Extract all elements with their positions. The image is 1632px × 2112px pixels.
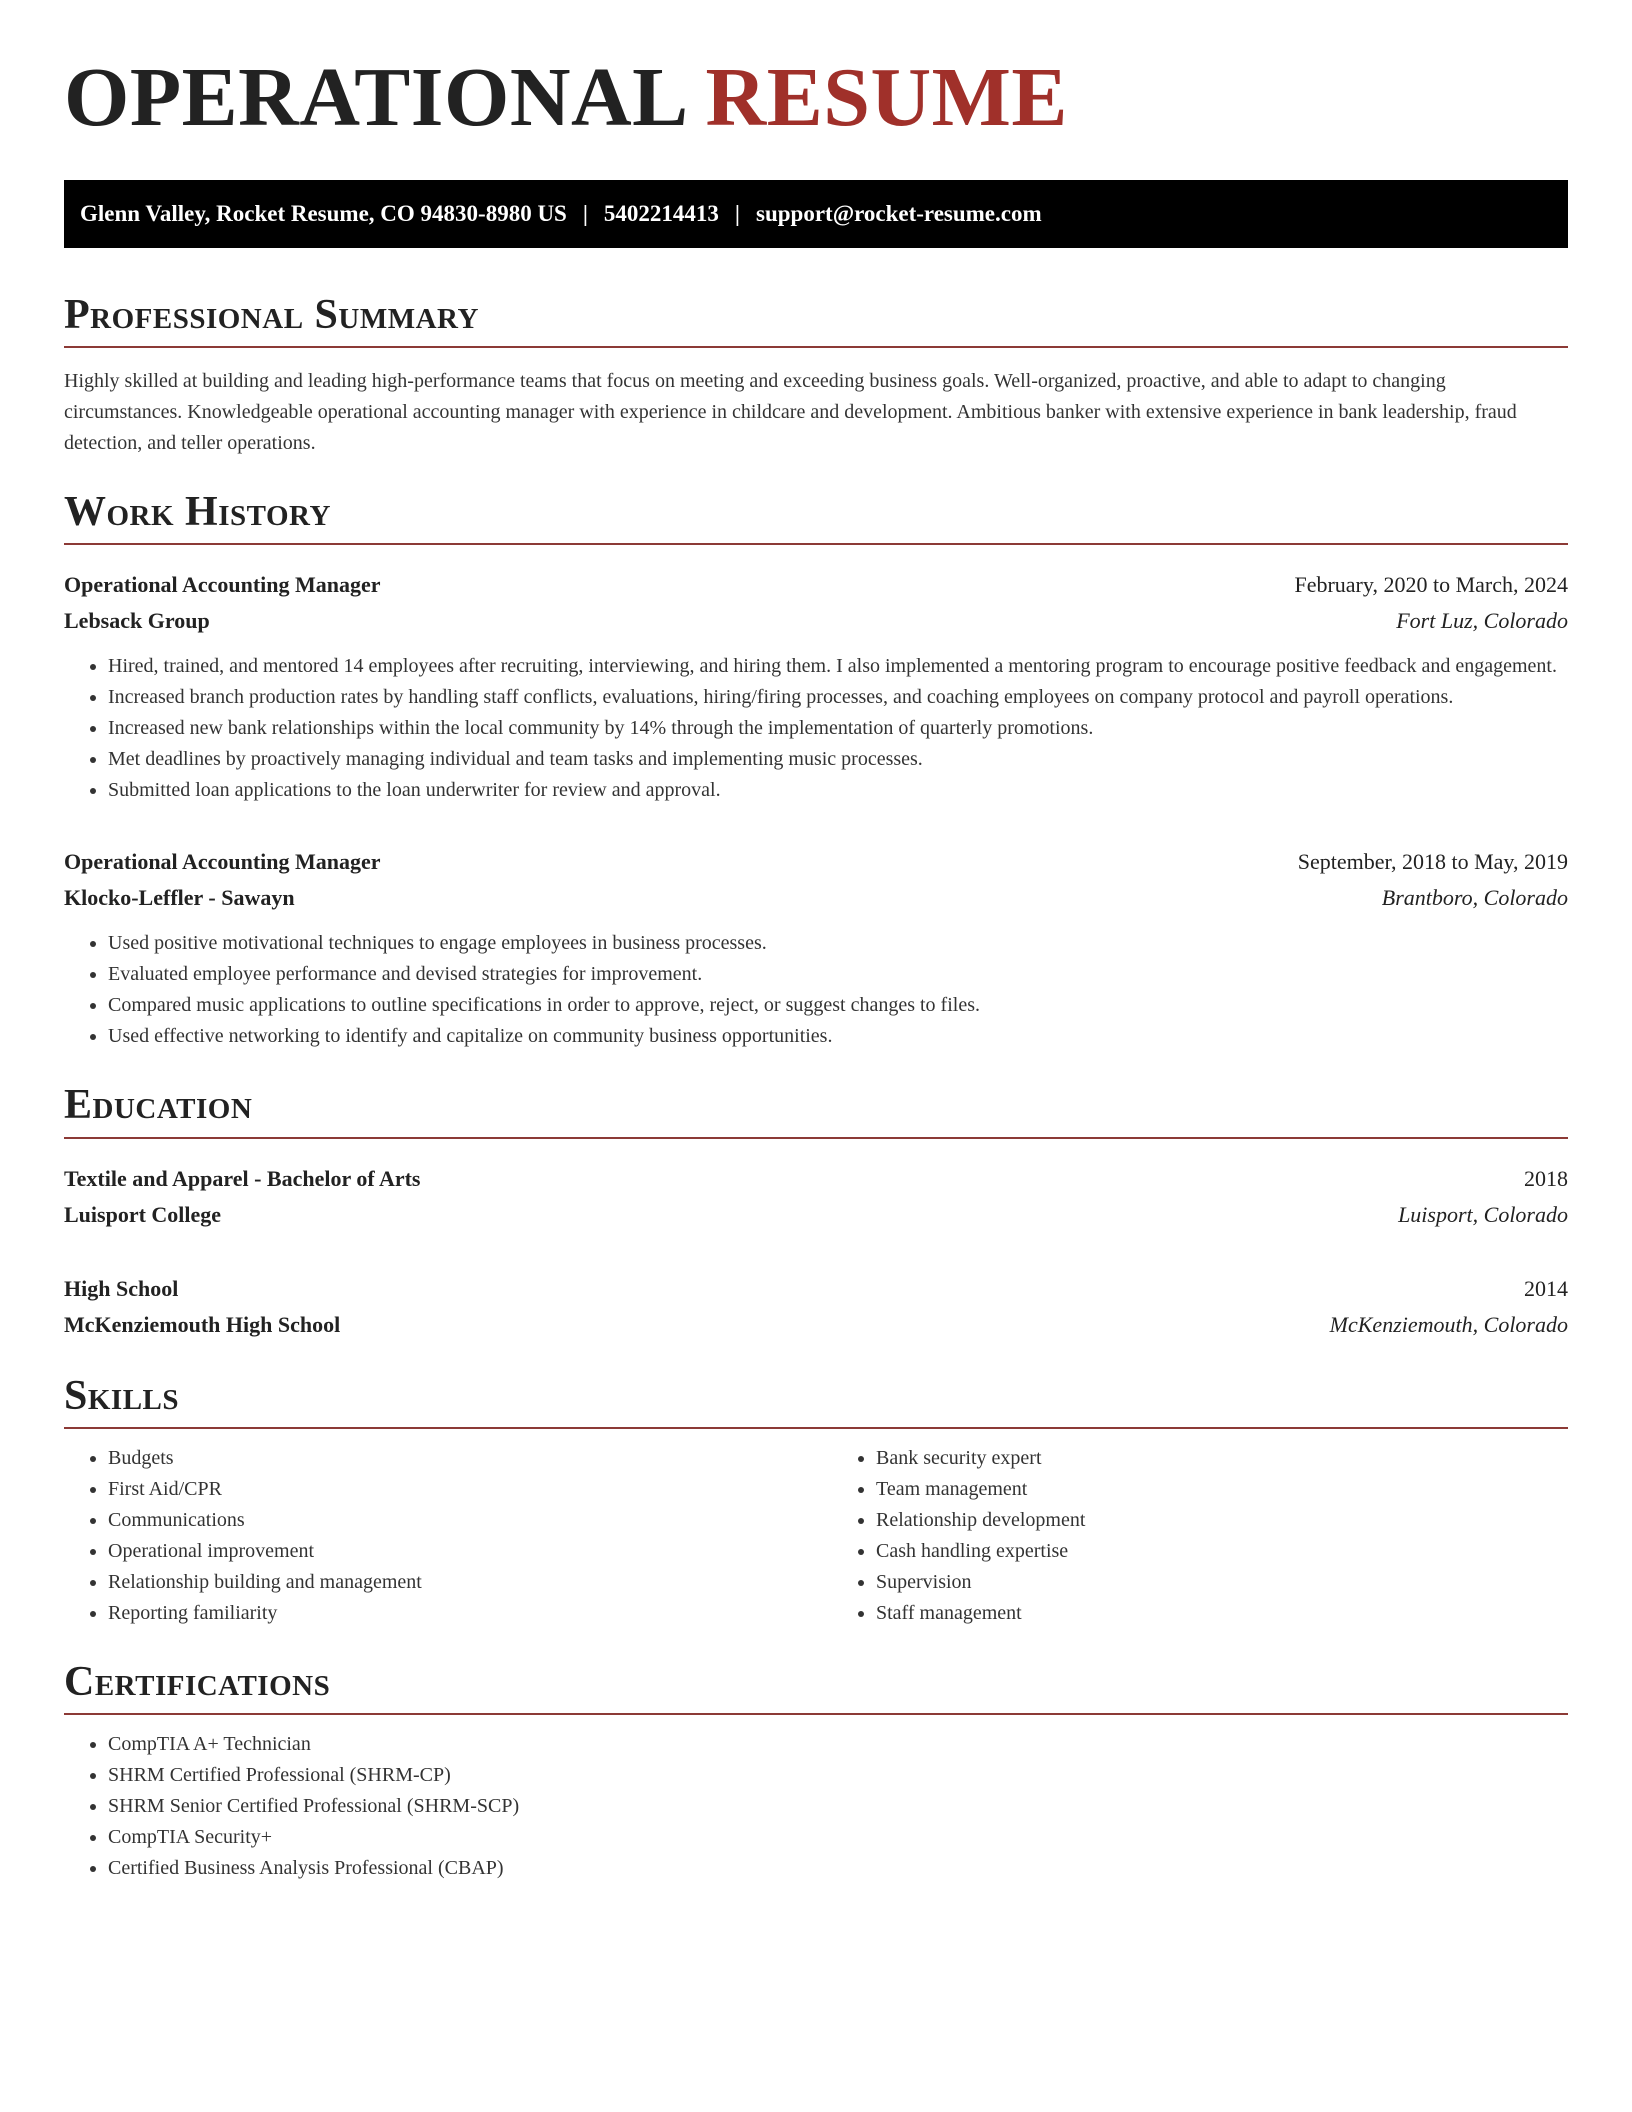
resume-title [64, 51, 1568, 144]
skills-list-right [816, 1443, 1568, 1629]
list-item: • Submitted loan applications to the loan underwriter for review and approval. [108, 775, 1568, 806]
list-item: • Team management [876, 1474, 1568, 1505]
education-heading: Education [64, 1082, 1568, 1138]
list-item: • CompTIA Security+ [108, 1822, 1568, 1853]
education-location: McKenziemouth, Colorado [1329, 1311, 1568, 1337]
education-degree: Textile and Apparel - Bachelor of Arts [64, 1165, 421, 1191]
contact-separator: | [734, 201, 740, 226]
list-item: • Budgets [108, 1443, 816, 1474]
job-header-row [64, 844, 1568, 880]
education-school-row [64, 1197, 1568, 1233]
title-accent: RESUME [705, 51, 1068, 144]
list-item: • Hired, trained, and mentored 14 employees after recruiting, interviewing, and hiring them. I also implemented a mentoring program to encourage positive feedback and engagement. [108, 651, 1568, 682]
education-school: McKenziemouth High School [64, 1311, 341, 1337]
list-item: • Increased branch production rates by handling staff conflicts, evaluations, hiring/firing processes, and coaching employees on company protocol and payroll operations. [108, 682, 1568, 713]
list-item: • SHRM Senior Certified Professional (SHRM-SCP) [108, 1791, 1568, 1822]
job-header-row [64, 567, 1568, 603]
list-item: • Bank security expert [876, 1443, 1568, 1474]
education-school: Luisport College [64, 1201, 222, 1227]
job-company: Klocko-Leffler - Sawayn [64, 885, 295, 911]
list-item: • Certified Business Analysis Professional (CBAP) [108, 1853, 1568, 1884]
list-item: • Reporting familiarity [108, 1598, 816, 1629]
list-item: • Operational improvement [108, 1536, 816, 1567]
education-year: 2014 [1524, 1275, 1568, 1301]
education-location: Luisport, Colorado [1398, 1201, 1568, 1227]
job-entry [64, 567, 1568, 806]
list-item: • Used positive motivational techniques to engage employees in business processes. [108, 928, 1568, 959]
certifications-list [64, 1729, 1568, 1884]
job-bullets [64, 651, 1568, 806]
skills-heading: Skills [64, 1373, 1568, 1429]
contact-separator: | [582, 201, 588, 226]
contact-address: Glenn Valley, Rocket Resume, CO 94830-8980 US [80, 201, 567, 226]
job-location: Fort Luz, Colorado [1396, 608, 1568, 634]
certifications-section [64, 1659, 1568, 1884]
education-header-row [64, 1271, 1568, 1307]
summary-heading: Professional Summary [64, 292, 1568, 348]
list-item: • First Aid/CPR [108, 1474, 816, 1505]
education-header-row [64, 1161, 1568, 1197]
job-dates: February, 2020 to March, 2024 [1294, 572, 1568, 598]
list-item: • Communications [108, 1505, 816, 1536]
job-company-row [64, 603, 1568, 639]
list-item: • Staff management [876, 1598, 1568, 1629]
job-bullets [64, 928, 1568, 1052]
certifications-heading: Certifications [64, 1659, 1568, 1715]
job-dates: September, 2018 to May, 2019 [1297, 849, 1568, 875]
skills-grid [64, 1443, 1568, 1629]
list-item: • Cash handling expertise [876, 1536, 1568, 1567]
list-item: • Relationship development [876, 1505, 1568, 1536]
work-history-heading: Work History [64, 489, 1568, 545]
skills-section [64, 1373, 1568, 1629]
job-entry [64, 844, 1568, 1052]
summary-section [64, 292, 1568, 459]
list-item: • Met deadlines by proactively managing individual and team tasks and implementing music processes. [108, 744, 1568, 775]
list-item: • CompTIA A+ Technician [108, 1729, 1568, 1760]
job-title: Operational Accounting Manager [64, 849, 381, 875]
job-company: Lebsack Group [64, 608, 210, 634]
education-entry [64, 1271, 1568, 1343]
contact-phone: 5402214413 [603, 201, 719, 226]
education-school-row [64, 1307, 1568, 1343]
contact-bar [64, 180, 1568, 248]
list-item: • Compared music applications to outline specifications in order to approve, reject, or suggest changes to files. [108, 990, 1568, 1021]
job-title: Operational Accounting Manager [64, 572, 381, 598]
education-section [64, 1082, 1568, 1342]
contact-email: support@rocket-resume.com [756, 201, 1042, 226]
education-year: 2018 [1524, 1165, 1568, 1191]
title-main: OPERATIONAL [64, 51, 685, 144]
list-item: • SHRM Certified Professional (SHRM-CP) [108, 1760, 1568, 1791]
job-location: Brantboro, Colorado [1381, 885, 1568, 911]
list-item: • Increased new bank relationships within the local community by 14% through the implementation of quarterly promotions. [108, 713, 1568, 744]
summary-text: Highly skilled at building and leading high-performance teams that focus on meeting and exceeding business goals. Well-organized, proactive, and able to adapt to changing circumstances. Knowledgeable operational accounting manager with experience in childcare and development. Ambitious banker with extensive experience in bank leadership, fraud detection, and teller operations. [64, 370, 1517, 455]
education-degree: High School [64, 1275, 179, 1301]
list-item: • Evaluated employee performance and devised strategies for improvement. [108, 959, 1568, 990]
list-item: • Used effective networking to identify and capitalize on community business opportunities. [108, 1021, 1568, 1052]
education-entry [64, 1161, 1568, 1233]
list-item: • Supervision [876, 1567, 1568, 1598]
skills-list-left [64, 1443, 816, 1629]
work-history-section [64, 489, 1568, 1052]
job-company-row [64, 880, 1568, 916]
list-item: • Relationship building and management [108, 1567, 816, 1598]
